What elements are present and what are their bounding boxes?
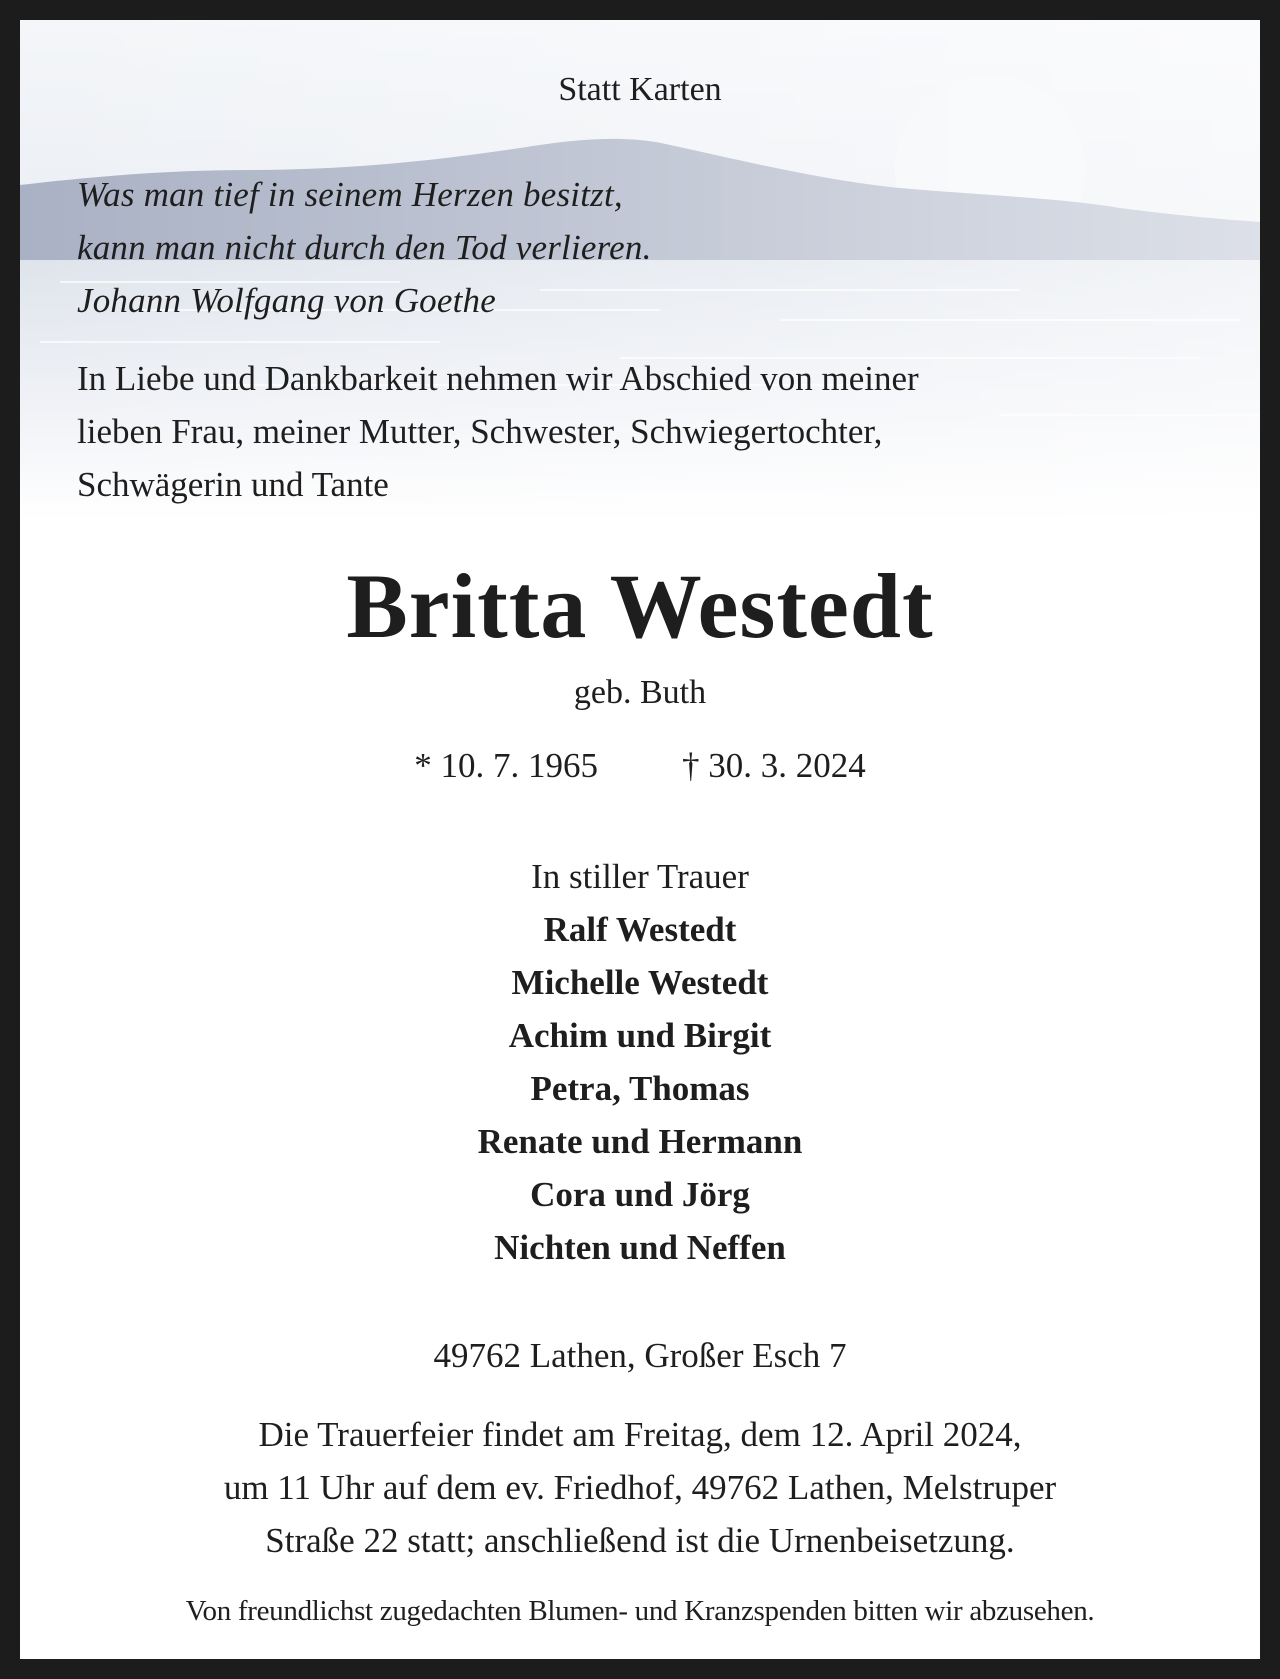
address: 49762 Lathen, Großer Esch 7: [433, 1336, 847, 1375]
mourner-name: Renate und Hermann: [477, 1122, 803, 1161]
mourner-name: Achim und Birgit: [508, 1016, 772, 1055]
mourner-name: Cora und Jörg: [530, 1175, 750, 1214]
ceremony-line: Die Trauerfeier findet am Freitag, dem 12. April 2024,: [258, 1415, 1022, 1454]
mourner-name: Petra, Thomas: [530, 1069, 750, 1108]
intro-line: In Liebe und Dankbarkeit nehmen wir Abschied von meiner: [77, 359, 919, 398]
header-statt-karten: Statt Karten: [558, 71, 722, 108]
flowers-note: Von freundlichst zugedachten Blumen- und Kranzspenden bitten wir abzusehen.: [185, 1595, 1095, 1627]
maiden-name: geb. Buth: [573, 674, 707, 711]
mourner-name: Nichten und Neffen: [494, 1228, 786, 1267]
mourner-name: Ralf Westedt: [543, 910, 737, 949]
quote-line: kann man nicht durch den Tod verlieren.: [77, 228, 652, 267]
intro-line: Schwägerin und Tante: [77, 465, 389, 504]
birth-date: * 10. 7. 1965: [414, 746, 598, 785]
ceremony-line: Straße 22 statt; anschließend ist die Urnenbeisetzung.: [265, 1521, 1015, 1560]
quote-line: Was man tief in seinem Herzen besitzt,: [77, 175, 623, 214]
deceased-name: Britta Westedt: [346, 555, 934, 657]
mourner-name: Michelle Westedt: [511, 963, 769, 1002]
life-dates: [20, 748, 1260, 783]
quote-author: Johann Wolfgang von Goethe: [77, 281, 496, 320]
ceremony-line: um 11 Uhr auf dem ev. Friedhof, 49762 Lathen, Melstruper: [223, 1468, 1057, 1507]
intro-line: lieben Frau, meiner Mutter, Schwester, Schwiegertochter,: [77, 412, 883, 451]
mourning-intro: In stiller Trauer: [531, 857, 749, 896]
death-date: † 30. 3. 2024: [682, 746, 866, 785]
